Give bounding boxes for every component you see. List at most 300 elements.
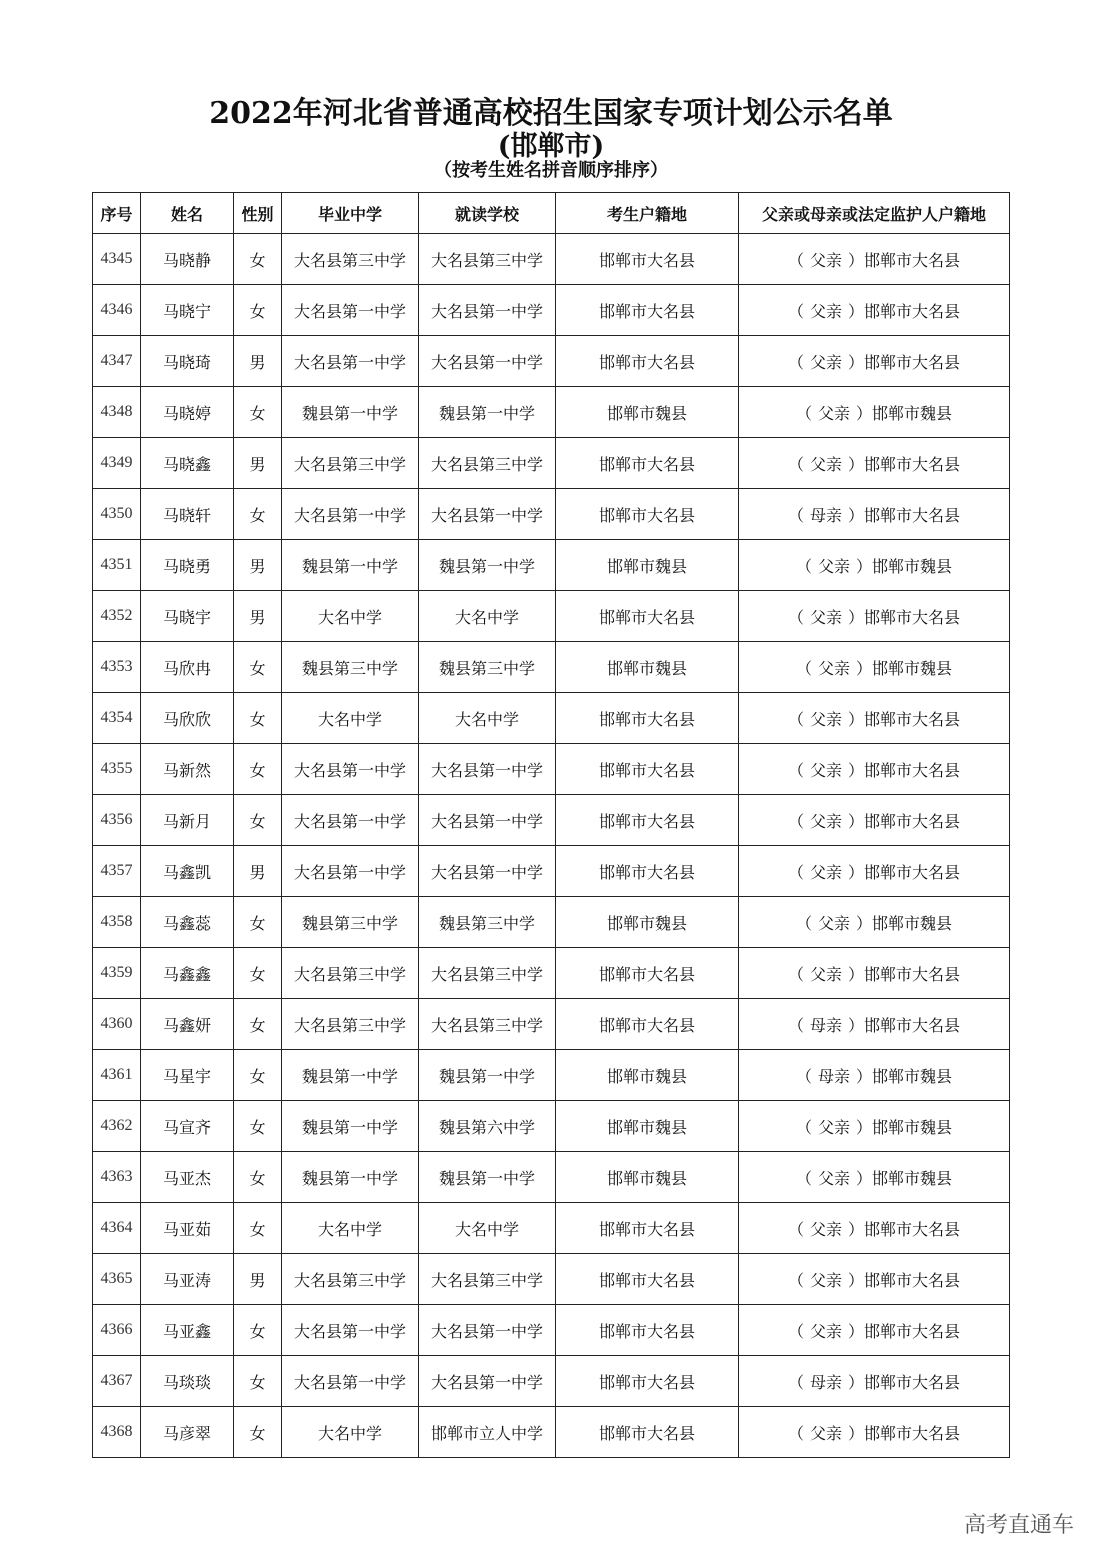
cell-id: 4355 <box>93 744 141 795</box>
cell-guardian-residence <box>739 489 1010 540</box>
cell-residence: 邯郸市大名县 <box>556 1203 739 1254</box>
cell-gender: 男 <box>234 591 282 642</box>
table-row <box>93 1305 1010 1356</box>
guardian-relation: 父亲 <box>809 301 842 321</box>
cell-gender: 女 <box>234 693 282 744</box>
cell-current-school: 魏县第一中学 <box>419 1050 556 1101</box>
open-paren: （ <box>795 1066 812 1086</box>
cell-current-school: 魏县第一中学 <box>419 540 556 591</box>
cell-gender: 女 <box>234 999 282 1050</box>
guardian-place: 邯郸市大名县 <box>864 1219 961 1239</box>
guardian-place: 邯郸市魏县 <box>872 403 953 423</box>
open-paren: （ <box>787 250 804 270</box>
table-row <box>93 1407 1010 1458</box>
cell-name: 马晓婷 <box>141 387 234 438</box>
close-paren: ） <box>856 1066 873 1086</box>
cell-name: 马亚茹 <box>141 1203 234 1254</box>
open-paren: （ <box>787 352 804 372</box>
cell-current-school: 大名县第三中学 <box>419 234 556 285</box>
cell-guardian-residence <box>739 744 1010 795</box>
cell-name: 马亚杰 <box>141 1152 234 1203</box>
cell-id: 4349 <box>93 438 141 489</box>
sort-note: （按考生姓名拼音顺序排序） <box>434 160 668 181</box>
table-row <box>93 489 1010 540</box>
cell-grad-school: 大名县第一中学 <box>282 285 419 336</box>
cell-residence: 邯郸市大名县 <box>556 948 739 999</box>
cell-grad-school: 魏县第一中学 <box>282 1101 419 1152</box>
cell-current-school: 魏县第三中学 <box>419 897 556 948</box>
header-name: 姓名 <box>141 193 234 234</box>
cell-residence: 邯郸市魏县 <box>556 642 739 693</box>
open-paren: （ <box>787 1219 804 1239</box>
guardian-relation: 父亲 <box>809 352 842 372</box>
cell-id: 4362 <box>93 1101 141 1152</box>
open-paren: （ <box>795 1168 812 1188</box>
cell-guardian-residence <box>739 1152 1010 1203</box>
open-paren: （ <box>787 1321 804 1341</box>
cell-grad-school: 魏县第三中学 <box>282 642 419 693</box>
cell-current-school: 大名县第一中学 <box>419 795 556 846</box>
guardian-place: 邯郸市大名县 <box>864 760 961 780</box>
cell-guardian-residence <box>739 1407 1010 1458</box>
guardian-relation: 父亲 <box>809 760 842 780</box>
cell-current-school: 大名县第一中学 <box>419 285 556 336</box>
guardian-relation: 父亲 <box>809 1270 842 1290</box>
guardian-relation: 父亲 <box>817 403 850 423</box>
cell-grad-school: 魏县第一中学 <box>282 1050 419 1101</box>
table-row <box>93 285 1010 336</box>
table-row <box>93 540 1010 591</box>
guardian-relation: 父亲 <box>809 454 842 474</box>
open-paren: （ <box>795 403 812 423</box>
cell-name: 马新月 <box>141 795 234 846</box>
cell-residence: 邯郸市大名县 <box>556 846 739 897</box>
cell-residence: 邯郸市大名县 <box>556 1305 739 1356</box>
watermark: 高考直通车 <box>963 1513 1074 1538</box>
guardian-relation: 父亲 <box>809 862 842 882</box>
cell-grad-school: 大名中学 <box>282 1407 419 1458</box>
guardian-place: 邯郸市魏县 <box>872 1168 953 1188</box>
cell-gender: 女 <box>234 489 282 540</box>
guardian-relation: 父亲 <box>809 964 842 984</box>
cell-guardian-residence <box>739 1254 1010 1305</box>
guardian-place: 邯郸市大名县 <box>864 1321 961 1341</box>
guardian-place: 邯郸市魏县 <box>872 556 953 576</box>
table-row <box>93 744 1010 795</box>
cell-grad-school: 大名中学 <box>282 591 419 642</box>
cell-id: 4356 <box>93 795 141 846</box>
cell-name: 马欣欣 <box>141 693 234 744</box>
cell-grad-school: 大名县第三中学 <box>282 1254 419 1305</box>
open-paren: （ <box>795 1117 812 1137</box>
header-residence: 考生户籍地 <box>556 193 739 234</box>
cell-gender: 女 <box>234 285 282 336</box>
cell-id: 4367 <box>93 1356 141 1407</box>
table-row <box>93 846 1010 897</box>
cell-current-school: 大名县第一中学 <box>419 744 556 795</box>
cell-grad-school: 大名县第三中学 <box>282 999 419 1050</box>
close-paren: ） <box>848 709 865 729</box>
open-paren: （ <box>787 301 804 321</box>
cell-name: 马新然 <box>141 744 234 795</box>
guardian-place: 邯郸市大名县 <box>864 709 961 729</box>
open-paren: （ <box>787 862 804 882</box>
table-row <box>93 336 1010 387</box>
open-paren: （ <box>787 1015 804 1035</box>
cell-current-school: 魏县第三中学 <box>419 642 556 693</box>
guardian-relation: 父亲 <box>817 913 850 933</box>
close-paren: ） <box>848 454 865 474</box>
cell-residence: 邯郸市大名县 <box>556 693 739 744</box>
close-paren: ） <box>856 1117 873 1137</box>
cell-id: 4351 <box>93 540 141 591</box>
cell-residence: 邯郸市大名县 <box>556 591 739 642</box>
cell-gender: 女 <box>234 387 282 438</box>
cell-name: 马晓静 <box>141 234 234 285</box>
guardian-relation: 父亲 <box>809 607 842 627</box>
close-paren: ） <box>848 250 865 270</box>
cell-current-school: 大名县第一中学 <box>419 336 556 387</box>
open-paren: （ <box>787 1270 804 1290</box>
cell-guardian-residence <box>739 1101 1010 1152</box>
cell-residence: 邯郸市大名县 <box>556 438 739 489</box>
open-paren: （ <box>787 454 804 474</box>
guardian-place: 邯郸市魏县 <box>872 913 953 933</box>
cell-grad-school: 大名中学 <box>282 1203 419 1254</box>
cell-guardian-residence <box>739 999 1010 1050</box>
guardian-place: 邯郸市魏县 <box>872 658 953 678</box>
cell-gender: 女 <box>234 1152 282 1203</box>
open-paren: （ <box>787 1372 804 1392</box>
cell-gender: 女 <box>234 795 282 846</box>
close-paren: ） <box>848 760 865 780</box>
cell-current-school: 大名县第一中学 <box>419 1305 556 1356</box>
cell-id: 4360 <box>93 999 141 1050</box>
cell-gender: 女 <box>234 897 282 948</box>
cell-residence: 邯郸市魏县 <box>556 897 739 948</box>
open-paren: （ <box>787 811 804 831</box>
cell-grad-school: 魏县第三中学 <box>282 897 419 948</box>
cell-residence: 邯郸市大名县 <box>556 285 739 336</box>
table-row <box>93 1050 1010 1101</box>
table-row <box>93 1101 1010 1152</box>
cell-residence: 邯郸市魏县 <box>556 1152 739 1203</box>
cell-gender: 男 <box>234 1254 282 1305</box>
guardian-relation: 父亲 <box>809 250 842 270</box>
cell-name: 马鑫凯 <box>141 846 234 897</box>
cell-guardian-residence <box>739 795 1010 846</box>
cell-gender: 女 <box>234 948 282 999</box>
close-paren: ） <box>848 1270 865 1290</box>
cell-id: 4353 <box>93 642 141 693</box>
cell-residence: 邯郸市魏县 <box>556 1050 739 1101</box>
guardian-place: 邯郸市大名县 <box>864 352 961 372</box>
close-paren: ） <box>848 1423 865 1443</box>
cell-gender: 男 <box>234 846 282 897</box>
guardian-place: 邯郸市大名县 <box>864 250 961 270</box>
cell-grad-school: 大名县第一中学 <box>282 795 419 846</box>
cell-gender: 女 <box>234 1305 282 1356</box>
cell-grad-school: 大名县第一中学 <box>282 489 419 540</box>
open-paren: （ <box>795 913 812 933</box>
open-paren: （ <box>787 1423 804 1443</box>
cell-residence: 邯郸市魏县 <box>556 387 739 438</box>
table-row <box>93 999 1010 1050</box>
close-paren: ） <box>848 301 865 321</box>
cell-id: 4368 <box>93 1407 141 1458</box>
cell-grad-school: 大名中学 <box>282 693 419 744</box>
close-paren: ） <box>856 658 873 678</box>
cell-grad-school: 魏县第一中学 <box>282 1152 419 1203</box>
cell-current-school: 魏县第六中学 <box>419 1101 556 1152</box>
guardian-place: 邯郸市大名县 <box>864 1372 961 1392</box>
cell-residence: 邯郸市大名县 <box>556 1356 739 1407</box>
cell-residence: 邯郸市大名县 <box>556 1407 739 1458</box>
cell-residence: 邯郸市大名县 <box>556 489 739 540</box>
close-paren: ） <box>856 1168 873 1188</box>
open-paren: （ <box>795 658 812 678</box>
cell-gender: 女 <box>234 1356 282 1407</box>
cell-current-school: 邯郸市立人中学 <box>419 1407 556 1458</box>
cell-current-school: 大名中学 <box>419 591 556 642</box>
cell-gender: 女 <box>234 642 282 693</box>
guardian-place: 邯郸市大名县 <box>864 607 961 627</box>
table-row <box>93 387 1010 438</box>
open-paren: （ <box>787 964 804 984</box>
cell-grad-school: 大名县第一中学 <box>282 744 419 795</box>
close-paren: ） <box>848 811 865 831</box>
cell-current-school: 大名中学 <box>419 1203 556 1254</box>
cell-id: 4352 <box>93 591 141 642</box>
cell-gender: 男 <box>234 438 282 489</box>
cell-gender: 女 <box>234 1101 282 1152</box>
close-paren: ） <box>848 505 865 525</box>
cell-guardian-residence <box>739 591 1010 642</box>
guardian-place: 邯郸市大名县 <box>864 964 961 984</box>
guardian-place: 邯郸市大名县 <box>864 811 961 831</box>
table-row <box>93 234 1010 285</box>
cell-grad-school: 大名县第一中学 <box>282 1356 419 1407</box>
guardian-relation: 父亲 <box>817 1168 850 1188</box>
close-paren: ） <box>848 862 865 882</box>
table-row <box>93 897 1010 948</box>
open-paren: （ <box>787 505 804 525</box>
guardian-place: 邯郸市魏县 <box>872 1117 953 1137</box>
cell-grad-school: 大名县第三中学 <box>282 438 419 489</box>
cell-guardian-residence <box>739 1305 1010 1356</box>
cell-guardian-residence <box>739 846 1010 897</box>
table-row <box>93 438 1010 489</box>
guardian-relation: 父亲 <box>809 811 842 831</box>
cell-name: 马晓宇 <box>141 591 234 642</box>
cell-id: 4347 <box>93 336 141 387</box>
close-paren: ） <box>848 1372 865 1392</box>
guardian-place: 邯郸市大名县 <box>864 1423 961 1443</box>
cell-id: 4358 <box>93 897 141 948</box>
cell-id: 4346 <box>93 285 141 336</box>
cell-id: 4359 <box>93 948 141 999</box>
table-row <box>93 1152 1010 1203</box>
cell-residence: 邯郸市大名县 <box>556 234 739 285</box>
table-body <box>93 234 1010 1458</box>
close-paren: ） <box>848 1219 865 1239</box>
table-row <box>93 1203 1010 1254</box>
cell-name: 马鑫鑫 <box>141 948 234 999</box>
table-row <box>93 1356 1010 1407</box>
cell-grad-school: 大名县第三中学 <box>282 234 419 285</box>
cell-guardian-residence <box>739 234 1010 285</box>
cell-name: 马欣冉 <box>141 642 234 693</box>
cell-residence: 邯郸市魏县 <box>556 1101 739 1152</box>
cell-gender: 女 <box>234 1407 282 1458</box>
cell-residence: 邯郸市魏县 <box>556 540 739 591</box>
document-title: 2022年河北省普通高校招生国家专项计划公示名单 <box>209 96 893 131</box>
cell-name: 马晓鑫 <box>141 438 234 489</box>
cell-gender: 男 <box>234 540 282 591</box>
cell-name: 马彦翠 <box>141 1407 234 1458</box>
cell-grad-school: 大名县第一中学 <box>282 1305 419 1356</box>
close-paren: ） <box>856 403 873 423</box>
table-row <box>93 948 1010 999</box>
guardian-relation: 父亲 <box>817 658 850 678</box>
cell-guardian-residence <box>739 897 1010 948</box>
cell-gender: 女 <box>234 234 282 285</box>
cell-gender: 女 <box>234 1203 282 1254</box>
cell-guardian-residence <box>739 336 1010 387</box>
cell-guardian-residence <box>739 1356 1010 1407</box>
cell-residence: 邯郸市大名县 <box>556 336 739 387</box>
guardian-relation: 母亲 <box>809 505 842 525</box>
table-header-row <box>93 193 1010 234</box>
table-row <box>93 795 1010 846</box>
open-paren: （ <box>787 607 804 627</box>
cell-current-school: 魏县第一中学 <box>419 387 556 438</box>
cell-guardian-residence <box>739 948 1010 999</box>
guardian-place: 邯郸市魏县 <box>872 1066 953 1086</box>
cell-name: 马鑫蕊 <box>141 897 234 948</box>
open-paren: （ <box>795 556 812 576</box>
guardian-relation: 父亲 <box>809 709 842 729</box>
cell-current-school: 魏县第一中学 <box>419 1152 556 1203</box>
cell-id: 4357 <box>93 846 141 897</box>
guardian-relation: 母亲 <box>809 1015 842 1035</box>
cell-id: 4354 <box>93 693 141 744</box>
cell-current-school: 大名县第三中学 <box>419 999 556 1050</box>
cell-gender: 男 <box>234 336 282 387</box>
header-guardian-residence: 父亲或母亲或法定监护人户籍地 <box>739 193 1010 234</box>
table-row <box>93 693 1010 744</box>
close-paren: ） <box>848 964 865 984</box>
cell-id: 4366 <box>93 1305 141 1356</box>
cell-name: 马晓宁 <box>141 285 234 336</box>
table-row <box>93 642 1010 693</box>
header-grad-school: 毕业中学 <box>282 193 419 234</box>
cell-current-school: 大名县第三中学 <box>419 1254 556 1305</box>
cell-residence: 邯郸市大名县 <box>556 999 739 1050</box>
close-paren: ） <box>848 1015 865 1035</box>
cell-name: 马亚涛 <box>141 1254 234 1305</box>
cell-id: 4364 <box>93 1203 141 1254</box>
city-subtitle: (邯郸市) <box>497 131 605 162</box>
guardian-place: 邯郸市大名县 <box>864 1015 961 1035</box>
cell-current-school: 大名中学 <box>419 693 556 744</box>
cell-residence: 邯郸市大名县 <box>556 744 739 795</box>
student-roster-table <box>92 192 1010 1458</box>
header-current-school: 就读学校 <box>419 193 556 234</box>
cell-guardian-residence <box>739 438 1010 489</box>
guardian-relation: 母亲 <box>809 1372 842 1392</box>
close-paren: ） <box>848 1321 865 1341</box>
cell-grad-school: 魏县第一中学 <box>282 387 419 438</box>
cell-current-school: 大名县第三中学 <box>419 438 556 489</box>
cell-name: 马晓勇 <box>141 540 234 591</box>
cell-guardian-residence <box>739 387 1010 438</box>
close-paren: ） <box>856 556 873 576</box>
cell-grad-school: 大名县第三中学 <box>282 948 419 999</box>
cell-residence: 邯郸市大名县 <box>556 1254 739 1305</box>
table-row <box>93 591 1010 642</box>
cell-grad-school: 魏县第一中学 <box>282 540 419 591</box>
open-paren: （ <box>787 709 804 729</box>
cell-current-school: 大名县第一中学 <box>419 1356 556 1407</box>
cell-id: 4348 <box>93 387 141 438</box>
cell-grad-school: 大名县第一中学 <box>282 846 419 897</box>
cell-residence: 邯郸市大名县 <box>556 795 739 846</box>
guardian-relation: 父亲 <box>817 556 850 576</box>
guardian-place: 邯郸市大名县 <box>864 1270 961 1290</box>
cell-guardian-residence <box>739 540 1010 591</box>
cell-name: 马鑫妍 <box>141 999 234 1050</box>
guardian-relation: 父亲 <box>817 1117 850 1137</box>
cell-name: 马宣齐 <box>141 1101 234 1152</box>
header-id: 序号 <box>93 193 141 234</box>
cell-name: 马琰琰 <box>141 1356 234 1407</box>
cell-guardian-residence <box>739 1203 1010 1254</box>
cell-grad-school: 大名县第一中学 <box>282 336 419 387</box>
cell-id: 4361 <box>93 1050 141 1101</box>
cell-id: 4350 <box>93 489 141 540</box>
cell-guardian-residence <box>739 642 1010 693</box>
close-paren: ） <box>848 352 865 372</box>
cell-name: 马晓轩 <box>141 489 234 540</box>
close-paren: ） <box>856 913 873 933</box>
cell-guardian-residence <box>739 693 1010 744</box>
header-gender: 性别 <box>234 193 282 234</box>
cell-name: 马星宇 <box>141 1050 234 1101</box>
guardian-relation: 父亲 <box>809 1423 842 1443</box>
guardian-relation: 父亲 <box>809 1321 842 1341</box>
guardian-place: 邯郸市大名县 <box>864 862 961 882</box>
guardian-relation: 母亲 <box>817 1066 850 1086</box>
cell-id: 4363 <box>93 1152 141 1203</box>
guardian-place: 邯郸市大名县 <box>864 301 961 321</box>
guardian-place: 邯郸市大名县 <box>864 454 961 474</box>
cell-name: 马晓琦 <box>141 336 234 387</box>
table-row <box>93 1254 1010 1305</box>
cell-gender: 女 <box>234 1050 282 1101</box>
guardian-place: 邯郸市大名县 <box>864 505 961 525</box>
cell-current-school: 大名县第一中学 <box>419 846 556 897</box>
cell-current-school: 大名县第三中学 <box>419 948 556 999</box>
cell-id: 4345 <box>93 234 141 285</box>
guardian-relation: 父亲 <box>809 1219 842 1239</box>
cell-current-school: 大名县第一中学 <box>419 489 556 540</box>
cell-guardian-residence <box>739 1050 1010 1101</box>
cell-guardian-residence <box>739 285 1010 336</box>
open-paren: （ <box>787 760 804 780</box>
cell-gender: 女 <box>234 744 282 795</box>
close-paren: ） <box>848 607 865 627</box>
